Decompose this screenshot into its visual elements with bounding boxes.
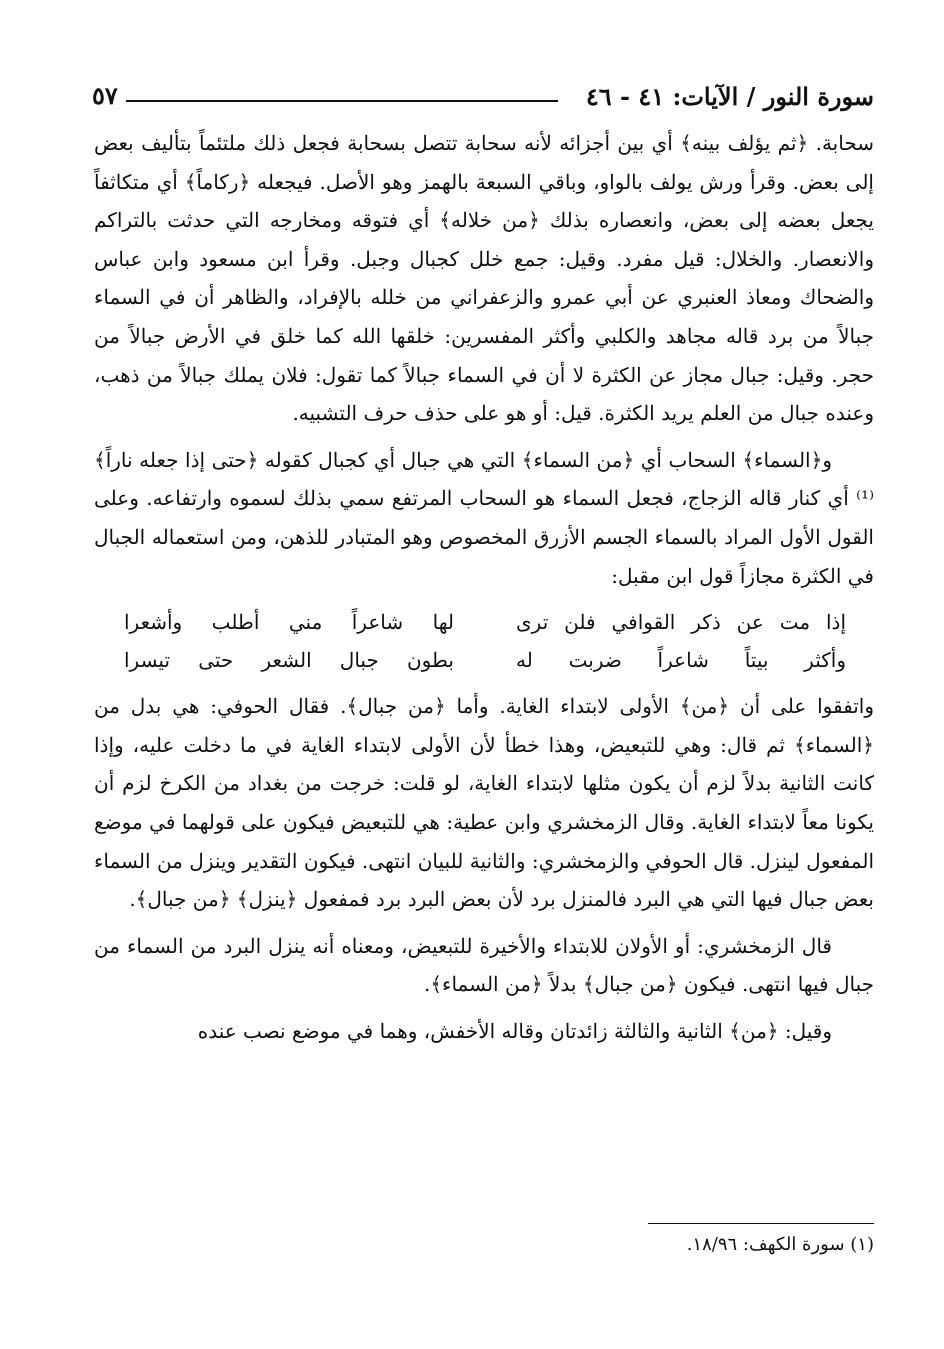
- footnote-rule: [648, 1223, 874, 1224]
- poem-hemistich-second: لها شاعراً مني أطلب وأشعرا: [124, 610, 454, 635]
- paragraph-2: و﴿السماء﴾ السحاب أي ﴿من السماء﴾ التي هي جبال أي كجبال كقوله ﴿حتى إذا جعله ناراً﴾⁽¹⁾ أي كنار قاله الزجاج، فجعل السماء هو السحاب المرتفع سمي بذلك لسموه وارتفاعه. وعلى القول الأول المراد بالسماء الجسم الأزرق المخصوص وهو المتبادر للذهن، ومن استعماله الجبال في الكثرة مجازاً قول ابن مقبل:: [94, 447, 874, 588]
- page-header: [92, 78, 874, 118]
- poem-hemistich-first: إذا مت عن ذكر القوافي فلن ترى: [516, 610, 846, 635]
- paragraph-3: واتفقوا على أن ﴿من﴾ الأولى لابتداء الغاية. وأما ﴿من جبال﴾. فقال الحوفي: هي بدل من ﴿السماء﴾ ثم قال: وهي للتبعيض، وهذا خطأ لأن الأولى لابتداء الغاية في ما دخلت عليه، وإذا كانت الثانية بدلاً لزم أن يكون مثلها لابتداء الغاية، لو قلت: خرجت من بغداد من الكرخ لزم أن يكونا معاً لابتداء الغاية. وقال الزمخشري وابن عطية: هي للتبعيض فيكون على قولهما في موضع المفعول لينزل. قال الحوفي والزمخشري: والثانية للبيان انتهى. فيكون التقدير وينزل من السماء بعض جبال فيها التي هي البرد فالمنزل برد لأن بعض البرد برد فمفعول ﴿ينزل﴾ ﴿من جبال﴾.: [94, 694, 874, 912]
- poem: [94, 603, 874, 679]
- paragraph-1: سحابة. ﴿ثم يؤلف بينه﴾ أي بين أجزائه لأنه سحابة تتصل بسحابة فجعل ذلك ملتئماً بتأليف بعض إلى بعض. وقرأ ورش يولف بالواو، وباقي السبعة بالهمز وهو الأصل. فيجعله ﴿ركاماً﴾ أي متكاثفاً يجعل بعضه إلى بعض، وانعصاره بذلك ﴿من خلاله﴾ أي فتوقه ومخارجه التي حدثت بالتراكم والانعصار. والخلال: قيل مفرد. وقيل: جمع خلل كجبال وجبل. وقرأ ابن مسعود وابن عباس والضحاك ومعاذ العنبري عن أبي عمرو والزعفراني من خلله بالإفراد، والظاهر أن في السماء جبالاً من برد قاله مجاهد والكلبي وأكثر المفسرين: خلقها الله كما خلق في الأرض جبالاً من حجر. وقيل: جبال مجاز عن الكثرة لا أن في السماء جبالاً كما تقول: فلان يملك جبالاً من ذهب، وعنده جبال من العلم يريد الكثرة. قيل: أو هو على حذف حرف التشبيه.: [94, 131, 874, 426]
- poem-verse-1: [94, 603, 874, 641]
- header-rule: [126, 100, 558, 102]
- page-number: ٥٧: [92, 81, 118, 110]
- page-body: [94, 124, 874, 1058]
- poem-verse-2: [94, 641, 874, 679]
- poem-hemistich-second: بطون جبال الشعر حتى تيسرا: [124, 648, 454, 673]
- paragraph-4: قال الزمخشري: أو الأولان للابتداء والأخيرة للتبعيض، ومعناه أنه ينزل البرد من السماء من جبال فيها انتهى. فيكون ﴿من جبال﴾ بدلاً ﴿من السماء﴾.: [94, 933, 874, 997]
- footnote: (١) سورة الكهف: ١٨/٩٦.: [686, 1234, 874, 1255]
- poem-hemistich-first: وأكثر بيتاً شاعراً ضربت له: [516, 648, 846, 673]
- running-title: سورة النور / الآيات: ٤١ - ٤٦: [585, 82, 874, 111]
- paragraph-5: وقيل: ﴿من﴾ الثانية والثالثة زائدتان وقاله الأخفش، وهما في موضع نصب عنده: [197, 1018, 832, 1043]
